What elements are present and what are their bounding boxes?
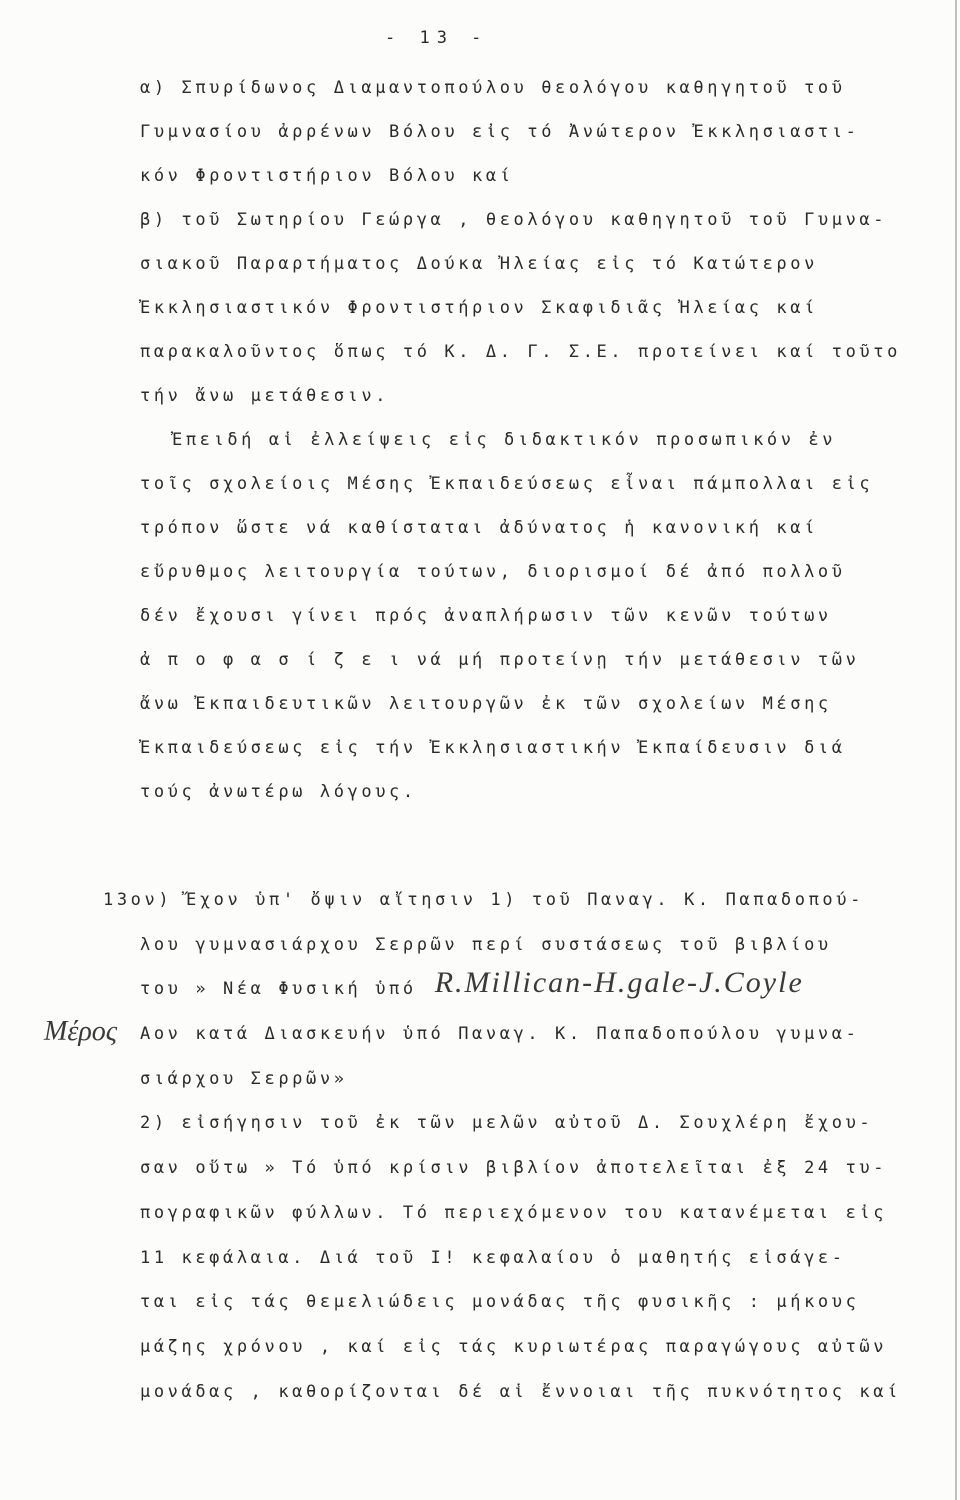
text-line: τρόπον ὥστε νά καθίσταται ἀδύνατος ἡ κανονική καί	[140, 518, 818, 538]
text-line: σιάρχου Σερρῶν»	[140, 1068, 348, 1089]
typed-text: του » Νέα Φυσική ὑπό	[140, 979, 417, 1000]
text-line: β) τοῦ Σωτηρίου Γεώργα , θεολόγου καθηγητοῦ τοῦ Γυμνα-	[140, 210, 888, 230]
text-line: Αον κατά Διασκευήν ὑπό Παναγ. Κ. Παπαδοπούλου γυμνα-	[140, 1024, 860, 1045]
text-line: κόν Φροντιστήριον Βόλου καί	[140, 166, 514, 186]
text-line: 2) εἰσήγησιν τοῦ ἐκ τῶν μελῶν αὐτοῦ Δ. Σουχλέρη ἔχου-	[140, 1113, 874, 1134]
text-line: εὔρυθμος λειτουργία τούτων, διορισμοί δέ ἀπό πολλοῦ	[140, 562, 846, 582]
text-line: Γυμνασίου ἀρρένων Βόλου εἰς τό Ἀνώτερον Ἐκκλησιαστι-	[140, 122, 860, 142]
text-line: τοῖς σχολείοις Μέσης Ἐκπαιδεύσεως εἶναι πάμπολλαι εἰς	[140, 474, 874, 494]
text-line: μάζης χρόνου , καί εἰς τάς κυριωτέρας παραγώγους αὐτῶν	[140, 1336, 888, 1357]
scan-edge	[955, 0, 957, 1500]
text-line: παρακαλοῦντος ὅπως τό Κ. Δ. Γ. Σ.Ε. προτείνει καί τοῦτο	[140, 342, 901, 362]
text-line: Ἐκκλησιαστικόν Φροντιστήριον Σκαφιδιᾶς Ἠλείας καί	[140, 298, 818, 318]
handwritten-authors: R.Millican-H.gale-J.Coyle	[434, 966, 804, 1000]
handwritten-margin-note: Μέρος	[44, 1016, 118, 1047]
text-line: Ἐκπαιδεύσεως εἰς τήν Ἐκκλησιαστικήν Ἐκπαίδευσιν διά	[140, 738, 846, 758]
text-line: ἀ π ο φ α σ ί ζ ε ι νά μή προτείνῃ τήν μετάθεσιν τῶν	[140, 650, 860, 670]
text-line: λου γυμνασιάρχου Σερρῶν περί συστάσεως τοῦ βιβλίου	[140, 934, 832, 955]
text-line: ἄνω Ἐκπαιδευτικῶν λειτουργῶν ἐκ τῶν σχολείων Μέσης	[140, 694, 832, 714]
text-line: ται εἰς τάς θεμελιώδεις μονάδας τῆς φυσικῆς : μήκους	[140, 1292, 860, 1313]
text-line: τούς ἀνωτέρω λόγους.	[140, 782, 417, 802]
text-line-with-handwriting	[140, 967, 930, 1012]
text-line: α) Σπυρίδωνος Διαμαντοπούλου θεολόγου καθηγητοῦ τοῦ	[140, 78, 846, 98]
section-2-text	[103, 878, 930, 1414]
text-line: σαν οὕτω » Τό ὑπό κρίσιν βιβλίον ἀποτελεῖται ἐξ 24 τυ-	[140, 1158, 888, 1179]
page-number: - 13 -	[385, 28, 489, 48]
text-line: 11 κεφάλαια. Διά τοῦ Ι! κεφαλαίου ὁ μαθητής εἰσάγε-	[140, 1247, 846, 1268]
text-line: Ἐπειδή αἱ ἐλλείψεις εἰς διδακτικόν προσωπικόν ἐν	[172, 430, 837, 450]
text-line: πογραφικῶν φύλλων. Τό περιεχόμενον του κατανέμεται εἰς	[140, 1202, 888, 1223]
section-1-text	[140, 66, 930, 814]
text-line: μονάδας , καθορίζονται δέ αἱ ἔννοιαι τῆς πυκνότητος καί	[140, 1381, 901, 1402]
text-line: σιακοῦ Παραρτήματος Δούκα Ἠλείας εἰς τό Κατώτερον	[140, 254, 818, 274]
text-line: τήν ἄνω μετάθεσιν.	[140, 386, 390, 406]
text-line: 13ον) Ἔχον ὑπ' ὄψιν αἴτησιν 1) τοῦ Παναγ. Κ. Παπαδοπού-	[103, 890, 864, 910]
text-line: δέν ἔχουσι γίνει πρός ἀναπλήρωσιν τῶν κενῶν τούτων	[140, 606, 832, 626]
